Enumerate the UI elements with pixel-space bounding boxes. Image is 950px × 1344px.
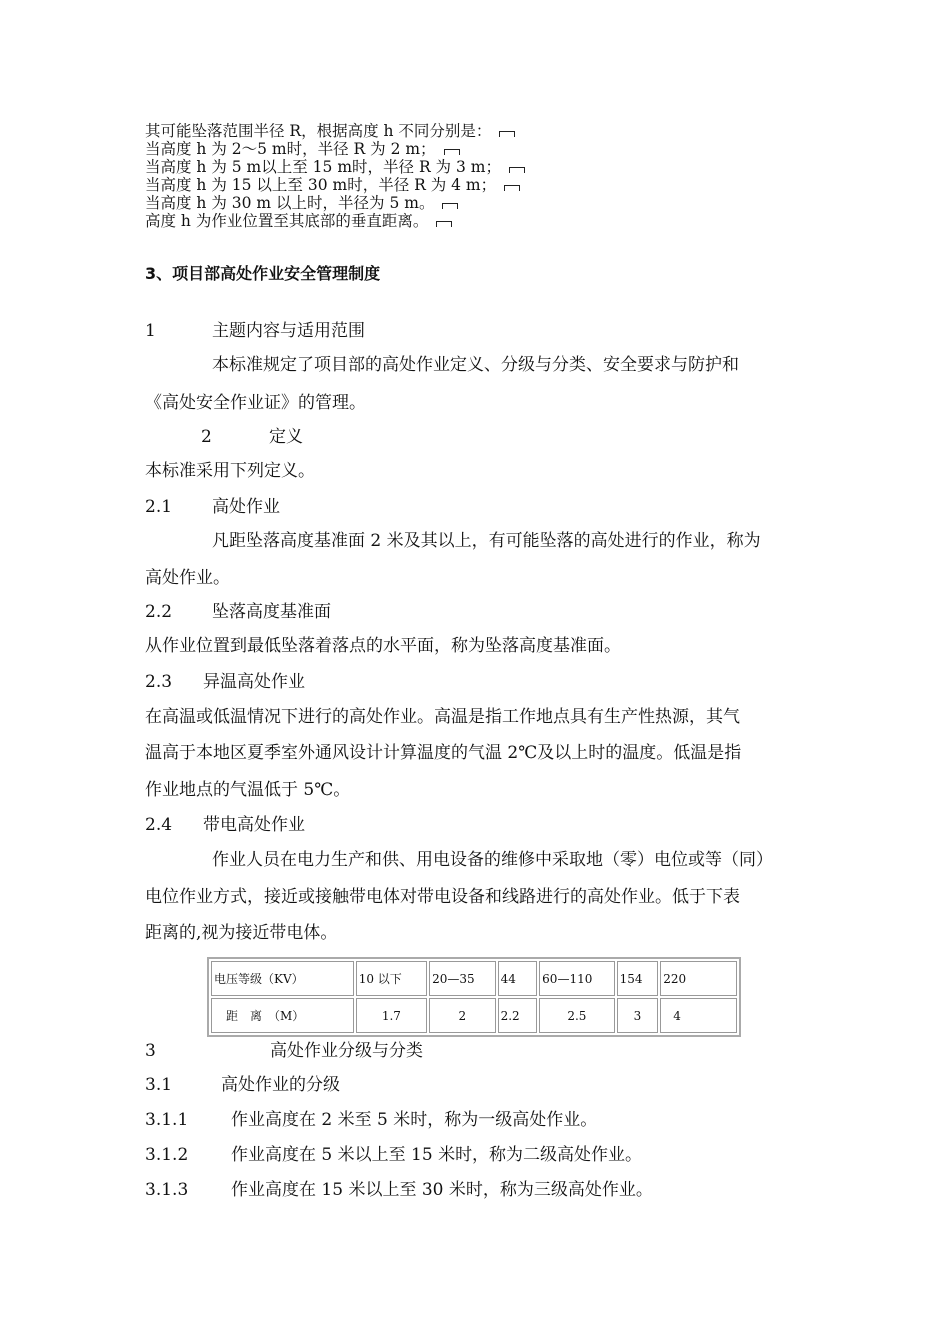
heading-3-1-1: 3.1.1 作业高度在 2 米至 5 米时，称为一级高处作业。: [145, 1110, 598, 1130]
paragraph-line: 《高处安全作业证》的管理。: [145, 393, 366, 413]
distance-table: [207, 957, 741, 1037]
paragraph-line: 温高于本地区夏季室外通风设计计算温度的气温 2℃及以上时的温度。低温是指: [145, 743, 742, 763]
radius-line: 当高度 h 为 5 m以上至 15 m时，半径 R 为 3 m；: [145, 158, 785, 176]
table-cell: 1.7: [356, 998, 427, 1033]
paragraph-line: 距离的,视为接近带电体。: [145, 923, 338, 943]
table-cell: 电压等级（KV）: [211, 961, 354, 996]
table-cell: 2.5: [539, 998, 614, 1033]
table-row: [211, 998, 737, 1033]
heading-3-1-2: 3.1.2 作业高度在 5 米以上至 15 米时，称为二级高处作业。: [145, 1145, 643, 1165]
table-cell: 4: [660, 998, 737, 1033]
paragraph-line: 本标准规定了项目部的高处作业定义、分级与分类、安全要求与防护和: [212, 355, 739, 375]
heading-3-1: 3.1 高处作业的分级: [145, 1075, 340, 1095]
table-cell: 10 以下: [356, 961, 427, 996]
paragraph-mark-icon: [509, 167, 525, 173]
paragraph-mark-icon: [436, 221, 452, 227]
paragraph-line: 在高温或低温情况下进行的高处作业。高温是指工作地点具有生产性热源，其气: [145, 707, 740, 727]
heading-2-1: 2.1 高处作业: [145, 497, 280, 517]
paragraph-mark-icon: [504, 185, 520, 191]
radius-line: 当高度 h 为 2～5 m时，半径 R 为 2 m；: [145, 140, 785, 158]
section-title: 3、项目部高处作业安全管理制度: [145, 264, 381, 283]
heading-3: 3 高处作业分级与分类: [145, 1041, 423, 1061]
radius-line: 高度 h 为作业位置至其底部的垂直距离。: [145, 212, 785, 230]
paragraph-line: 高处作业。: [145, 568, 230, 588]
table-cell: 44: [498, 961, 538, 996]
paragraph-mark-icon: [442, 203, 458, 209]
paragraph-line: 电位作业方式，接近或接触带电体对带电设备和线路进行的高处作业。低于下表: [145, 887, 740, 907]
heading-2-4: 2.4 带电高处作业: [145, 815, 305, 835]
radius-block: [145, 122, 785, 230]
radius-line: 当高度 h 为 15 以上至 30 m时，半径 R 为 4 m；: [145, 176, 785, 194]
heading-2-3: 2.3 异温高处作业: [145, 672, 305, 692]
paragraph-line: 作业人员在电力生产和供、用电设备的维修中采取地（零）电位或等（同）: [212, 850, 773, 870]
table-row: [211, 961, 737, 996]
paragraph-line: 凡距坠落高度基准面 2 米及其以上，有可能坠落的高处进行的作业，称为: [212, 531, 761, 551]
table-cell: 3: [617, 998, 659, 1033]
paragraph-mark-icon: [499, 131, 515, 137]
table-cell: 220: [660, 961, 737, 996]
table-cell: 60—110: [539, 961, 614, 996]
table-cell: 距 离 （M）: [211, 998, 354, 1033]
table-cell: 2.2: [498, 998, 538, 1033]
heading-1: 1 主题内容与适用范围: [145, 321, 365, 341]
table-cell: 2: [429, 998, 496, 1033]
radius-line: 当高度 h 为 30 m 以上时，半径为 5 m。: [145, 194, 785, 212]
paragraph-line: 本标准采用下列定义。: [145, 461, 315, 481]
paragraph-mark-icon: [444, 149, 460, 155]
paragraph-line: 从作业位置到最低坠落着落点的水平面，称为坠落高度基准面。: [145, 636, 621, 656]
heading-2: 2 定义: [201, 427, 303, 447]
heading-3-1-3: 3.1.3 作业高度在 15 米以上至 30 米时，称为三级高处作业。: [145, 1180, 653, 1200]
table-cell: 20—35: [429, 961, 496, 996]
table-cell: 154: [617, 961, 659, 996]
heading-2-2: 2.2 坠落高度基准面: [145, 602, 331, 622]
paragraph-line: 作业地点的气温低于 5℃。: [145, 780, 351, 800]
radius-line: 其可能坠落范围半径 R，根据高度 h 不同分别是：: [145, 122, 785, 140]
